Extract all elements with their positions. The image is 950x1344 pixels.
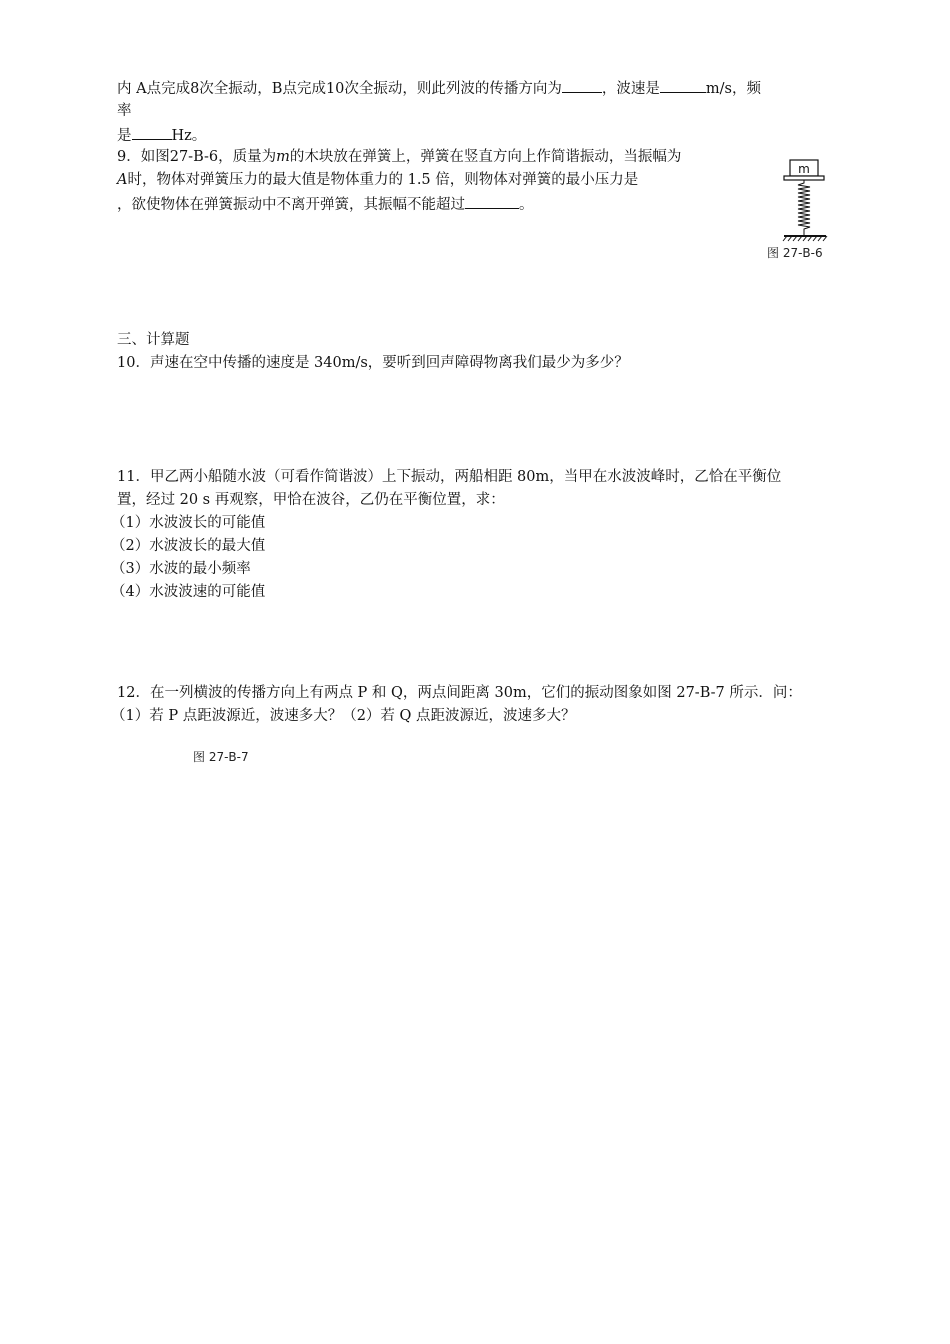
answer-blank (660, 77, 706, 93)
q8-line-3: 是 Hz。 (117, 124, 206, 146)
q11-sub-1: （1）水波波长的可能值 (111, 515, 266, 531)
answer-blank (465, 193, 519, 209)
q11-sub-2: （2）水波波长的最大值 (111, 538, 266, 554)
q11-sub-4: （4）水波波速的可能值 (111, 584, 266, 600)
answer-blank (562, 77, 602, 93)
q11-line-1: 11．甲乙两小船随水波（可看作简谐波）上下振动，两船相距 80m，当甲在水波波峰时，乙恰在平衡位 (117, 469, 782, 485)
q9-line-3: ，欲使物体在弹簧振动中不离开弹簧，其振幅不能超过 。 (117, 193, 534, 215)
mass-label: m (798, 162, 810, 176)
answer-blank (132, 124, 172, 140)
q8-line-1: 内 A点完成8次全振动，B点完成10次全振动，则此列波的传播方向为 ，波速是 m/s，频 (117, 77, 761, 99)
q10-text: 10．声速在空中传播的速度是 340m/s，要听到回声障碍物离我们最少为多少？ (117, 355, 629, 371)
platform (784, 176, 824, 180)
q12-line-1: 12．在一列横波的传播方向上有两点 P 和 Q，两点间距离 30m，它们的振动图象如图 27-B-7 所示．问： (117, 685, 802, 701)
q9-line-2: A时，物体对弹簧压力的最大值是物体重力的 1.5 倍，则物体对弹簧的最小压力是 (117, 172, 639, 188)
spring-mass-figure (776, 152, 832, 244)
q12-line-2: （1）若 P 点距波源近，波速多大？（2）若 Q 点距波源近，波速多大？ (111, 708, 576, 724)
section-title: 三、计算题 (117, 332, 190, 348)
figure-caption-27-b-7: 图 27-B-7 (193, 750, 249, 764)
q9-line-1: 9．如图27-B-6，质量为m的木块放在弹簧上，弹簧在竖直方向上作简谐振动，当振幅为 (117, 149, 682, 165)
q11-sub-3: （3）水波的最小频率 (111, 561, 251, 577)
figure-caption-27-b-6: 图 27-B-6 (767, 246, 823, 260)
spring (798, 180, 810, 236)
q11-line-2: 置，经过 20 s 再观察，甲恰在波谷，乙仍在平衡位置，求： (117, 492, 505, 508)
q8-line-2: 率 (117, 103, 132, 119)
